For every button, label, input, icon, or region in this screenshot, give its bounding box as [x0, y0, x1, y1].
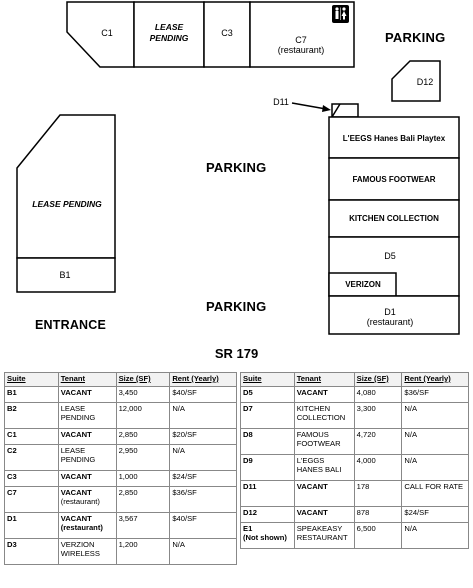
suite-table-right — [240, 372, 469, 549]
header-suite: Suite — [241, 373, 295, 387]
tenant-name: VACANT — [60, 488, 92, 497]
size-cell: 3,567 — [116, 513, 170, 539]
suite-id: E1 — [243, 524, 253, 533]
table-row — [5, 387, 237, 403]
rent-cell: $36/SF — [170, 487, 237, 513]
tenant-name: L'EGGS HANES BALI — [296, 456, 342, 474]
unit-lease-pending-left-label: LEASE PENDING — [32, 199, 102, 209]
tenant-name: LEASE PENDING — [60, 404, 96, 422]
tenant-name: VACANT — [296, 388, 328, 397]
suite-cell — [241, 387, 295, 403]
tenant-cell — [58, 387, 116, 403]
suite-cell — [5, 539, 59, 565]
table-row — [241, 387, 469, 403]
suite-id: D5 — [243, 388, 253, 397]
tenant-cell — [58, 487, 116, 513]
rent-cell: N/A — [170, 445, 237, 471]
suite-id: B1 — [7, 388, 17, 397]
suite-cell — [5, 471, 59, 487]
tenant-cell — [58, 429, 116, 445]
rent-cell: $36/SF — [402, 387, 469, 403]
table-row — [5, 403, 237, 429]
header-rent: Rent (Yearly) — [170, 373, 237, 387]
tenant-name: VACANT — [60, 514, 92, 523]
suite-id: D8 — [243, 430, 253, 439]
rent-cell: N/A — [402, 523, 469, 549]
entrance-label: ENTRANCE — [35, 318, 107, 332]
unit-d11-label: D11 — [273, 97, 289, 107]
tenant-cell — [294, 429, 354, 455]
tenant-name: SPEAKEASY RESTAURANT — [296, 524, 348, 542]
table-title: SR 179 — [214, 346, 259, 361]
tenant-name: LEASE PENDING — [60, 446, 96, 464]
size-cell: 4,080 — [354, 387, 402, 403]
tenant-cell — [58, 539, 116, 565]
table-row — [241, 455, 469, 481]
header-tenant: Tenant — [58, 373, 116, 387]
tenant-cell — [58, 445, 116, 471]
rent-cell: N/A — [402, 429, 469, 455]
rent-cell: $40/SF — [170, 513, 237, 539]
size-cell: 4,720 — [354, 429, 402, 455]
tenant-cell — [294, 455, 354, 481]
tenant-note: (restaurant) — [60, 497, 100, 506]
tenant-cell — [294, 387, 354, 403]
suite-id: D1 — [7, 514, 17, 523]
tenant-name: VACANT — [60, 430, 92, 439]
suite-id: D9 — [243, 456, 253, 465]
tenant-cell — [294, 403, 354, 429]
table-row — [5, 487, 237, 513]
suite-table-left — [4, 372, 237, 565]
size-cell: 1,200 — [116, 539, 170, 565]
unit-d1-label: D1 — [384, 307, 396, 317]
suite-id: D11 — [243, 482, 257, 491]
suite-cell — [5, 445, 59, 471]
suite-id: D12 — [243, 508, 257, 517]
tenant-name: VACANT — [296, 482, 328, 491]
suite-cell — [241, 523, 295, 549]
size-cell: 2,950 — [116, 445, 170, 471]
unit-lease-pending-left-outline[interactable] — [17, 115, 115, 258]
unit-c3-label: C3 — [221, 28, 233, 38]
suite-id: D7 — [243, 404, 253, 413]
unit-d5-label: D5 — [384, 251, 396, 261]
rent-cell: N/A — [402, 455, 469, 481]
suite-cell — [241, 507, 295, 523]
tenant-cell — [58, 513, 116, 539]
tenant-note: (restaurant) — [60, 523, 103, 532]
size-cell: 2,850 — [116, 487, 170, 513]
suite-cell — [241, 403, 295, 429]
parking-label-middle: PARKING — [206, 160, 267, 175]
suite-id: C3 — [7, 472, 17, 481]
rent-cell: N/A — [402, 403, 469, 429]
suite-cell — [5, 429, 59, 445]
tenant-cell — [58, 403, 116, 429]
header-tenant: Tenant — [294, 373, 354, 387]
tenant-cell — [294, 507, 354, 523]
d11-arrow — [292, 103, 326, 109]
size-cell: 4,000 — [354, 455, 402, 481]
tenant-cell — [294, 481, 354, 507]
unit-d1-sublabel: (restaurant) — [366, 317, 414, 327]
suite-cell — [5, 403, 59, 429]
suite-cell — [241, 429, 295, 455]
rent-cell: N/A — [170, 539, 237, 565]
table-row — [241, 429, 469, 455]
suite-cell — [241, 481, 295, 507]
tenant-name: VACANT — [60, 472, 92, 481]
rent-cell: $20/SF — [170, 429, 237, 445]
suite-cell — [5, 387, 59, 403]
unit-leggs-label: L'EEGS Hanes Bali Playtex — [342, 134, 446, 143]
size-cell: 3,450 — [116, 387, 170, 403]
size-cell: 178 — [354, 481, 402, 507]
tenant-name: KITCHEN COLLECTION — [296, 404, 346, 422]
unit-d12-label: D12 — [416, 77, 434, 87]
tenant-name: VACANT — [296, 508, 328, 517]
header-suite: Suite — [5, 373, 59, 387]
tenant-cell — [58, 471, 116, 487]
size-cell: 2,850 — [116, 429, 170, 445]
suite-id: B2 — [7, 404, 17, 413]
suite-note: (Not shown) — [243, 533, 287, 542]
suite-id: D3 — [7, 540, 17, 549]
size-cell: 3,300 — [354, 403, 402, 429]
d11-arrowhead — [322, 105, 331, 112]
unit-b1-label: B1 — [59, 270, 71, 280]
unit-c7-label: C7 — [295, 35, 307, 45]
table-row — [241, 507, 469, 523]
table-row — [241, 403, 469, 429]
rent-cell: CALL FOR RATE — [402, 481, 469, 507]
rent-cell: $24/SF — [402, 507, 469, 523]
header-rent: Rent (Yearly) — [402, 373, 469, 387]
header-size: Size (SF) — [116, 373, 170, 387]
suite-id: C2 — [7, 446, 17, 455]
unit-verizon-label: VERIZON — [345, 280, 381, 289]
rent-cell: $24/SF — [170, 471, 237, 487]
unit-c1-label: C1 — [101, 28, 113, 38]
size-cell: 1,000 — [116, 471, 170, 487]
table-row — [5, 445, 237, 471]
rent-cell: N/A — [170, 403, 237, 429]
tenant-name: VERZION WIRELESS — [60, 540, 100, 558]
restroom-icon — [332, 5, 349, 23]
parking-label-top: PARKING — [385, 30, 446, 45]
suite-id: C1 — [7, 430, 17, 439]
table-row — [5, 471, 237, 487]
suite-cell — [5, 487, 59, 513]
table-row — [5, 539, 237, 565]
table-row — [5, 429, 237, 445]
size-cell: 12,000 — [116, 403, 170, 429]
suite-cell — [5, 513, 59, 539]
table-row — [241, 523, 469, 549]
unit-lease-pending-top-label: LEASE PENDING — [149, 22, 189, 43]
tenant-name: FAMOUS FOOTWEAR — [296, 430, 341, 448]
table-header-row — [5, 373, 237, 387]
unit-famous-footwear-label: FAMOUS FOOTWEAR — [352, 175, 436, 184]
size-cell: 6,500 — [354, 523, 402, 549]
tenant-name: VACANT — [60, 388, 92, 397]
unit-c7-sublabel: (restaurant) — [277, 45, 325, 55]
table-row — [5, 513, 237, 539]
suite-id: C7 — [7, 488, 17, 497]
tenant-cell — [294, 523, 354, 549]
size-cell: 878 — [354, 507, 402, 523]
table-row — [241, 481, 469, 507]
suite-cell — [241, 455, 295, 481]
table-header-row — [241, 373, 469, 387]
unit-kitchen-collection-label: KITCHEN COLLECTION — [349, 214, 439, 223]
header-size: Size (SF) — [354, 373, 402, 387]
rent-cell: $40/SF — [170, 387, 237, 403]
parking-label-bottom: PARKING — [206, 299, 267, 314]
